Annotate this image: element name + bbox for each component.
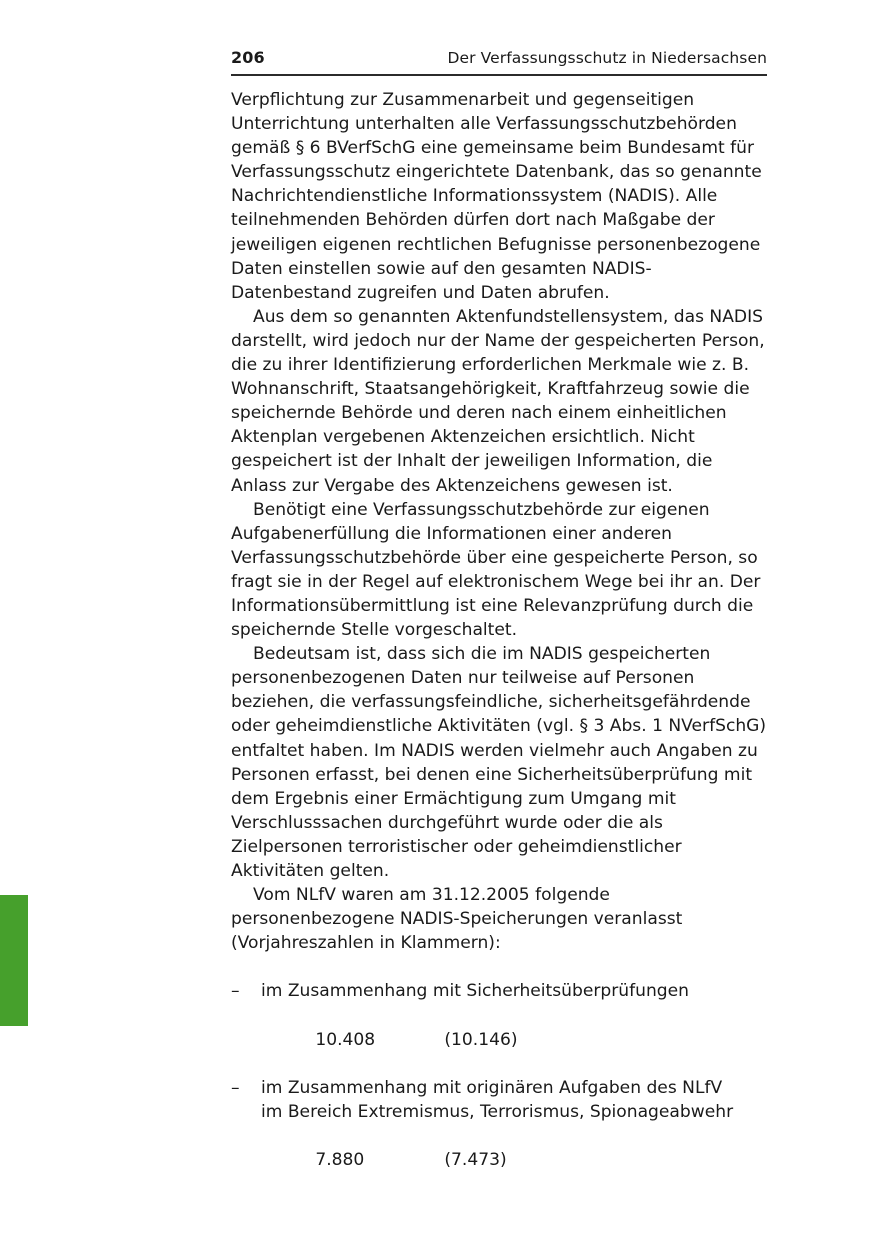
figure-current-year: 7.880 [315, 1150, 365, 1171]
list-item [231, 979, 769, 1075]
body-text-column [231, 88, 769, 1196]
figure-row [261, 1003, 769, 1075]
figure-previous-year: (7.473) [444, 1150, 507, 1171]
figure-previous-year: (10.146) [444, 1029, 518, 1050]
list-item-text: im Zusammenhang mit Sicherheitsüberprüfungen [261, 981, 689, 1002]
figure-current-year: 10.408 [315, 1029, 376, 1050]
chapter-tab-marker [0, 895, 28, 1026]
list-item [231, 1076, 769, 1196]
header-rule [231, 74, 767, 76]
paragraph: Vom NLfV waren am 31.12.2005 folgende personenbezogene NADIS-Speicherungen veranlasst (Vorjahreszahlen in Klammern): [231, 885, 683, 954]
list-item-text: im Bereich Extremismus, Terrorismus, Spionageabwehr [261, 1101, 734, 1122]
page-number: 206 [231, 48, 265, 67]
list-marker: – [231, 981, 240, 1002]
statistics-list [231, 979, 769, 1196]
figure-row [261, 1124, 769, 1196]
list-marker: – [231, 1077, 240, 1098]
paragraph: Verpflichtung zur Zusammenarbeit und gegenseitigen Unterrichtung unterhalten alle Verfassungsschutzbehörden gemäß § 6 BVerfSchG eine gemeinsame beim Bundesamt für Verfassungsschutz eingerichtete Datenbank, das so genannte Nachrichtendienstliche Informationssystem (NADIS). Alle teilnehmenden Behörden dürfen dort nach Maßgabe der jeweiligen eigenen rechtlichen Befugnisse personenbezogene Daten einstellen sowie auf den gesamten NADIS-Datenbestand zugreifen und Daten abrufen. [231, 90, 762, 303]
paragraph: Bedeutsam ist, dass sich die im NADIS gespeicherten personenbezogenen Daten nur teilweise auf Personen beziehen, die verfassungsfeindliche, sicherheitsgefährdende oder geheimdienstliche Aktivitäten (vgl. § 3 Abs. 1 NVerfSchG) entfaltet haben. Im NADIS werden vielmehr auch Angaben zu Personen erfasst, bei denen eine Sicherheitsüberprüfung mit dem Ergebnis einer Ermächtigung zum Umgang mit Verschlusssachen durchgeführt wurde oder die als Zielpersonen terroristischer oder geheimdienstlicher Aktivitäten gelten. [231, 644, 767, 881]
list-item-text: im Zusammenhang mit originären Aufgaben des NLfV [261, 1077, 723, 1098]
running-header [231, 48, 767, 67]
paragraph: Aus dem so genannten Aktenfundstellensystem, das NADIS darstellt, wird jedoch nur der Name der gespeicherten Person, die zu ihrer Identifizierung erforderlichen Merkmale wie z. B. Wohnanschrift, Staatsangehörigkeit, Kraftfahrzeug sowie die speichernde Behörde und deren nach einem einheitlichen Aktenplan vergebenen Aktenzeichen ersichtlich. Nicht gespeichert ist der Inhalt der jeweiligen Information, die Anlass zur Vergabe des Aktenzeichens gewesen ist. [231, 306, 765, 496]
header-title: Der Verfassungsschutz in Niedersachsen [447, 49, 767, 67]
paragraph: Benötigt eine Verfassungsschutzbehörde zur eigenen Aufgabenerfüllung die Informationen einer anderen Verfassungsschutzbehörde über eine gespeicherte Person, so fragt sie in der Regel auf elektronischem Wege bei ihr an. Der Informationsübermittlung ist eine Relevanzprüfung durch die speichernde Stelle vorgeschaltet. [231, 499, 761, 641]
